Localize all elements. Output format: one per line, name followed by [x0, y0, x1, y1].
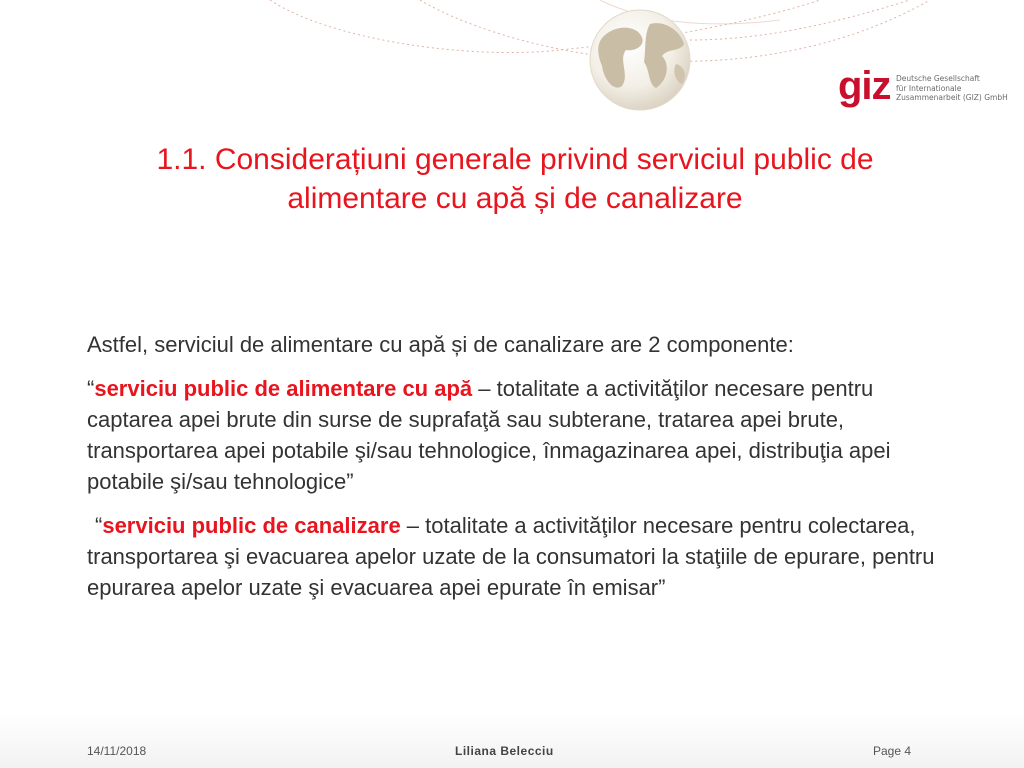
title-line-1: 1.1. Considerațiuni generale privind serviciul public de [156, 143, 874, 176]
globe-icon [590, 10, 690, 110]
giz-logo-organisation [896, 74, 1008, 103]
intro-paragraph: Astfel, serviciul de alimentare cu apă și de canalizare are 2 componente: [87, 332, 794, 357]
slide-title [60, 140, 970, 218]
definition-sewerage-text: – totalitate a activităţilor necesare pentru colectarea, transportarea şi evacuarea apelor uzate de la consumatori la staţiile de epurare, pentru epurarea apelor uzate şi evacuarea apei epurate în emisar” [87, 513, 935, 600]
footer-date: 14/11/2018 [87, 744, 147, 758]
org-line-2: für Internationale [896, 83, 962, 93]
open-quote: “ [95, 513, 103, 538]
footer-author: Liliana Belecciu [455, 744, 554, 758]
giz-logo [838, 64, 1008, 110]
slide-body [87, 329, 947, 603]
definition-sewerage [87, 510, 947, 603]
giz-logo-mark: giz [838, 64, 891, 108]
footer-bar [0, 712, 1024, 768]
title-line-2: alimentare cu apă și de canalizare [287, 182, 743, 215]
org-line-3: Zusammenarbeit (GIZ) GmbH [896, 93, 1008, 102]
term-sewerage: serviciu public de canalizare [102, 513, 401, 538]
definition-water-supply-text: – totalitate a activităţilor necesare pentru captarea apei brute din surse de suprafaţă sau subterane, tratarea apei brute, transportarea apei potabile şi/sau tehnologice, înmagazinarea apei, distribuţia apei potabile şi/sau tehnologice” [87, 376, 891, 494]
open-quote: “ [87, 376, 95, 401]
org-line-1: Deutsche Gesellschaft [896, 74, 980, 83]
term-water-supply: serviciu public de alimentare cu apă [94, 376, 473, 401]
definition-water-supply [87, 373, 947, 497]
footer-page-number: Page 4 [873, 744, 912, 758]
